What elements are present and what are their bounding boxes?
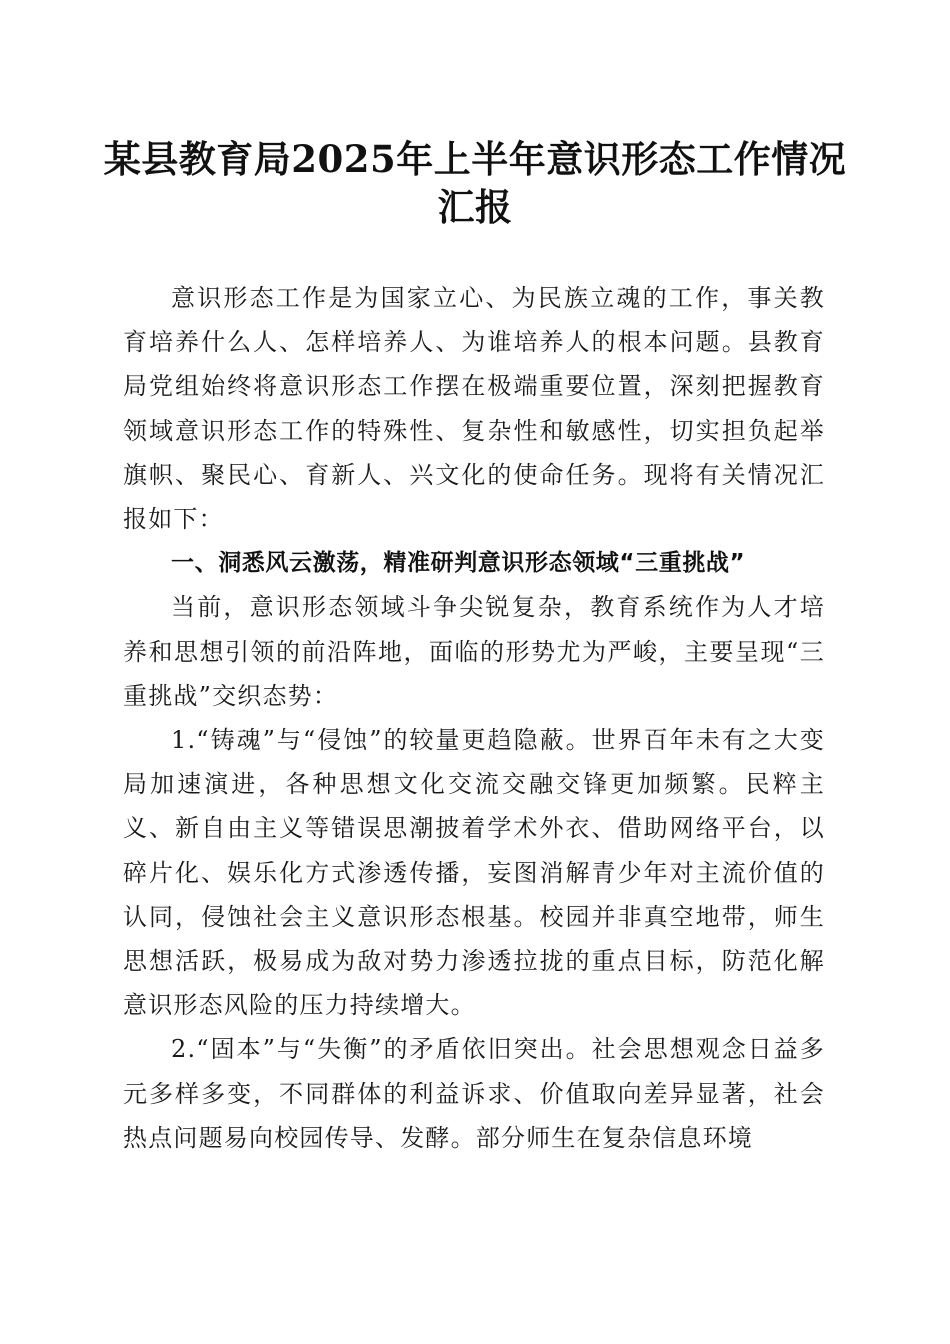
body-paragraph: 2.“固本”与“失衡”的矛盾依旧突出。社会思想观念日益多元多样多变，不同群体的利益诉求、价值取向差异显著，社会热点问题易向校园传导、发酵。部分师生在复杂信息环境 <box>123 1035 825 1152</box>
intro-paragraph: 意识形态工作是为国家立心、为民族立魂的工作，事关教育培养什么人、怎样培养人、为谁培养人的根本问题。县教育局党组始终将意识形态工作摆在极端重要位置，深刻把握教育领域意识形态工作的特殊性、复杂性和敏感性，切实担负起举旗帜、聚民心、育新人、兴文化的使命任务。现将有关情况汇报如下： <box>123 284 825 534</box>
document-title <box>100 135 850 231</box>
section-heading-1: 一、洞悉风云激荡，精准研判意识形态领域“三重挑战” <box>171 550 746 577</box>
body-paragraph: 1.“铸魂”与“侵蚀”的较量更趋隐蔽。世界百年未有之大变局加速演进，各种思想文化交流交融交锋更加频繁。民粹主义、新自由主义等错误思潮披着学术外衣、借助网络平台，以碎片化、娱乐化方式渗透传播，妄图消解青少年对主流价值的认同，侵蚀社会主义意识形态根基。校园并非真空地带，师生思想活跃，极易成为敌对势力渗透拉拢的重点目标，防范化解意识形态风险的压力持续增大。 <box>123 726 825 1020</box>
body-paragraph: 当前，意识形态领域斗争尖锐复杂，教育系统作为人才培养和思想引领的前沿阵地，面临的形势尤为严峻，主要呈现“三重挑战”交织态势： <box>123 593 825 710</box>
title-line-2: 汇报 <box>437 185 513 229</box>
document-body <box>123 276 825 1160</box>
title-line-1: 某县教育局2025年上半年意识形态工作情况 <box>103 137 847 181</box>
